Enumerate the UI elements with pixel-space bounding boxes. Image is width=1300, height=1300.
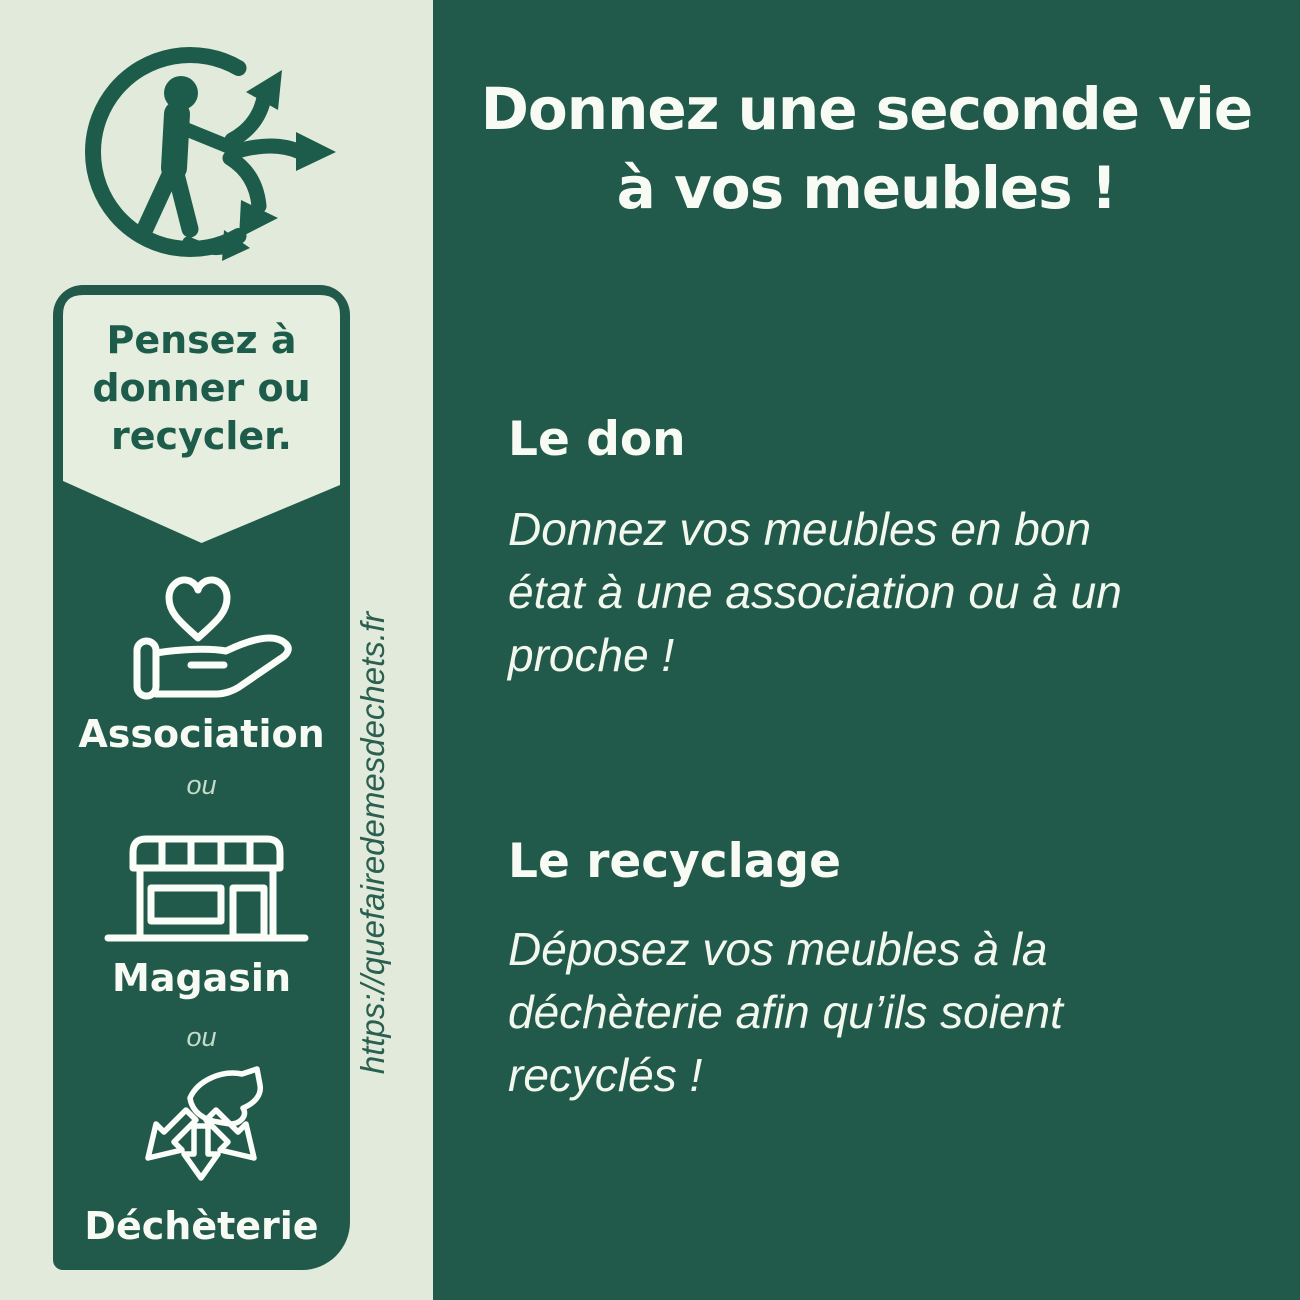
recyclage-body <box>508 918 1063 1107</box>
don-body <box>508 498 1122 687</box>
association-label: Association <box>78 712 325 756</box>
decheterie-label: Déchèterie <box>84 1204 319 1248</box>
banner-line-3: recycler. <box>111 414 292 458</box>
banner-line-1: Pensez à <box>106 318 297 362</box>
don-body-line-3: proche ! <box>508 629 675 681</box>
website-url: https://quefairedemesdechets.fr <box>354 611 391 1075</box>
don-heading: Le don <box>508 412 686 467</box>
recyclage-body-line-2: déchèterie afin qu’ils soient <box>508 986 1063 1038</box>
heart-in-hand-icon <box>125 572 297 704</box>
title-line-1: Donnez une seconde vie <box>480 75 1253 143</box>
recyclage-body-line-3: recyclés ! <box>508 1049 703 1101</box>
separator-ou-1: ou <box>186 770 217 800</box>
separator-ou-2: ou <box>186 1022 217 1052</box>
banner-text <box>53 316 350 460</box>
don-body-line-1: Donnez vos meubles en bon <box>508 503 1092 555</box>
banner-line-2: donner ou <box>92 366 311 410</box>
recyclage-body-line-1: Déposez vos meubles à la <box>508 923 1048 975</box>
page-title <box>433 70 1300 228</box>
triman-recycling-logo-icon <box>78 40 350 270</box>
recyclage-heading: Le recyclage <box>508 834 841 889</box>
storefront-icon <box>103 833 310 945</box>
title-line-2: à vos meubles ! <box>616 154 1117 222</box>
don-body-line-2: état à une association ou à un <box>508 566 1122 618</box>
hand-waste-sorting-arrows-icon <box>138 1066 266 1196</box>
magasin-label: Magasin <box>112 956 291 1000</box>
